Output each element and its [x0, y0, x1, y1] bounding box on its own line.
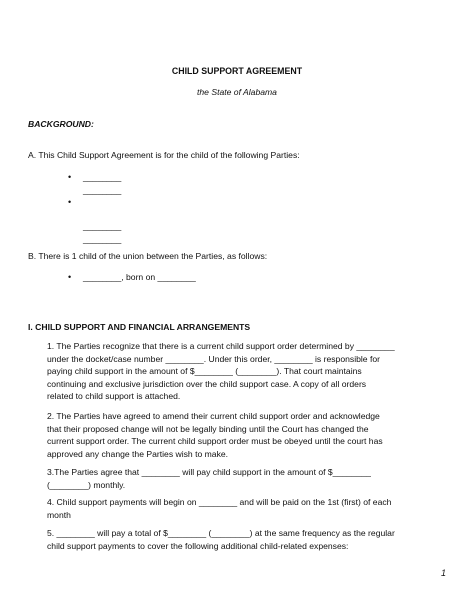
section-a-intro: A. This Child Support Agreement is for the child of the following Parties: — [28, 150, 300, 160]
paragraph-line: child support payments to cover the following additional child-related expenses: — [47, 540, 349, 551]
paragraph-4 — [47, 496, 391, 521]
paragraph-3 — [47, 466, 371, 491]
paragraph-line: month — [47, 509, 71, 520]
paragraph-line: related to child support is attached. — [47, 391, 181, 402]
section-1-heading: I. CHILD SUPPORT AND FINANCIAL ARRANGEMENTS — [28, 322, 251, 332]
page-number: 1 — [441, 568, 447, 578]
paragraph-line: 4. Child support payments will begin on ________ and will be paid on the 1st (first) of each — [47, 497, 392, 507]
paragraph-2 — [47, 410, 383, 460]
paragraph-line: 2. The Parties have agreed to amend their current child support order and acknowledge — [47, 411, 380, 421]
paragraph-line: 3.The Parties agree that ________ will pay child support in the amount of $________ — [47, 467, 371, 477]
party-2-line-2: ________ — [83, 234, 122, 244]
paragraph-line: current support order. The current child support order must be obeyed until the court has — [47, 436, 383, 447]
paragraph-line: 1. The Parties recognize that there is a current child support order determined by ________ — [47, 341, 395, 351]
bullet-marker: • — [68, 197, 72, 207]
paragraph-line: (________) monthly. — [47, 479, 126, 490]
document-subtitle: the State of Alabama — [197, 87, 277, 97]
background-heading: BACKGROUND: — [28, 119, 94, 129]
paragraph-line: that their proposed change will not be legally binding until the Court has changed the — [47, 423, 369, 434]
child-entry: ________, born on ________ — [83, 272, 196, 282]
paragraph-line: paying child support in the amount of $________ (________). That court maintains — [47, 366, 362, 377]
document-title: CHILD SUPPORT AGREEMENT — [171, 66, 303, 76]
bullet-marker: • — [68, 172, 72, 182]
bullet-marker: • — [68, 272, 72, 282]
section-b-intro: B. There is 1 child of the union between the Parties, as follows: — [28, 251, 268, 261]
paragraph-5 — [47, 527, 395, 552]
party-1-line-1: ________ — [83, 172, 122, 182]
paragraph-1 — [47, 340, 395, 403]
party-1-line-2: ________ — [83, 185, 122, 195]
paragraph-line: approved any change the Parties wish to make. — [47, 448, 229, 459]
paragraph-line: continuing and exclusive jurisdiction over the child support case. A copy of all orders — [47, 378, 367, 389]
paragraph-line: 5. ________ will pay a total of $________ (________) at the same frequency as the regular — [47, 528, 395, 538]
paragraph-line: under the docket/case number ________. Under this order, ________ is responsible for — [47, 353, 380, 364]
party-2-line-1: ________ — [83, 221, 122, 231]
